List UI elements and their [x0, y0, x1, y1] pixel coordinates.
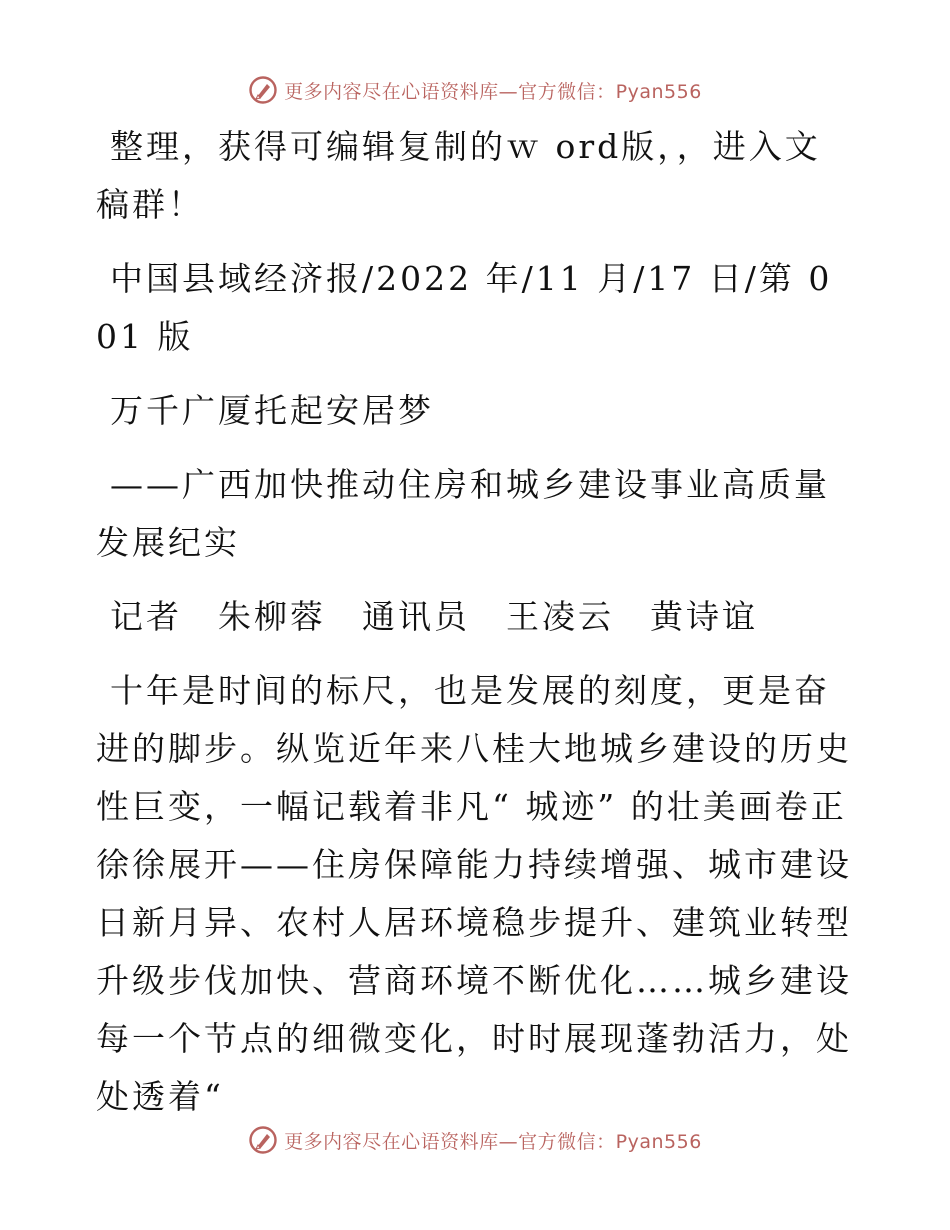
pen-logo-icon: [248, 75, 278, 105]
pen-logo-icon: [248, 1125, 278, 1155]
body-paragraph: 十年是时间的标尺，也是发展的刻度，更是奋进的脚步。纵览近年来八桂大地城乡建设的历史性巨变，一幅记载着非凡“ 城迹” 的壮美画卷正徐徐展开——住房保障能力持续增强、城市建设日新月异、农村人居环境稳步提升、建筑业转型升级步伐加快、营商环境不断优化……城乡建设每一个节点的细微变化，时时展现蓬勃活力，处处透着“: [96, 671, 852, 1116]
header-watermark: [0, 70, 950, 110]
source-line: 中国县域经济报/2022 年/11 月/17 日/第 001 版: [96, 259, 833, 356]
watermark-text: 更多内容尽在心语资料库—官方微信：Pyan556: [284, 1130, 702, 1153]
footer-watermark: [0, 1120, 950, 1160]
document-body: [96, 118, 856, 1126]
subheadline: ——广西加快推动住房和城乡建设事业高质量发展纪实: [96, 465, 830, 562]
headline: 万千广厦托起安居梦: [110, 391, 434, 430]
watermark-text: 更多内容尽在心语资料库—官方微信：Pyan556: [284, 80, 702, 103]
intro-paragraph: 整理，获得可编辑复制的ｗ ord版，，进入文稿群！: [96, 127, 821, 224]
byline: 记者 朱柳蓉 通讯员 王凌云 黄诗谊: [110, 597, 758, 636]
